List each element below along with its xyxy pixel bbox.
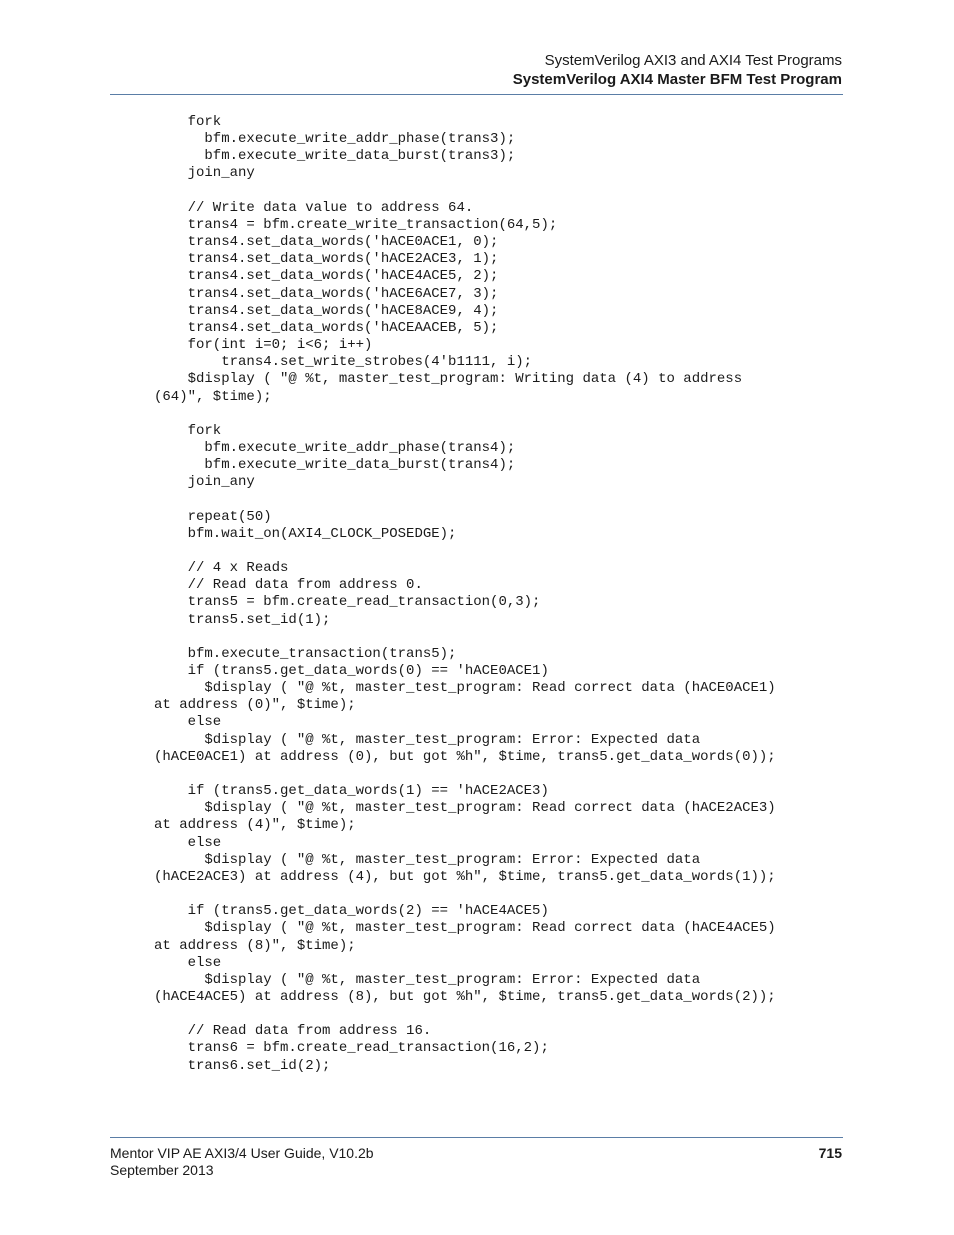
chapter-title: SystemVerilog AXI3 and AXI4 Test Programs (544, 52, 842, 69)
footer-divider (110, 1137, 843, 1138)
guide-title: Mentor VIP AE AXI3/4 User Guide, V10.2b (110, 1145, 374, 1161)
code-listing: fork bfm.execute_write_addr_phase(trans3); bfm.execute_write_data_burst(trans3); join_any // Write data value to address 64. trans4 = bfm.create_write_transaction(64,5); trans4.set_data_words('hACE0ACE1, 0); trans4.set_data_words('hACE2ACE3, 1); trans4.set_data_words('hACE4ACE5, 2); trans4.set_data_words('hACE6ACE7, 3); trans4.set_data_words('hACE8ACE9, 4); trans4.set_data_words('hACEAACEB, 5); for(int i=0; i<6; i++) trans4.set_write_strobes(4'b1111, i); $display ( "@ %t, master_test_program: Writing data (4) to address (64)", $time); fork bfm.execute_write_addr_phase(trans4); bfm.execute_write_data_burst(trans4); join_any repeat(50) bfm.wait_on(AXI4_CLOCK_POSEDGE); // 4 x Reads // Read data from address 0. trans5 = bfm.create_read_transaction(0,3); trans5.set_id(1); bfm.execute_transaction(trans5); if (trans5.get_data_words(0) == 'hACE0ACE1) $display ( "@ %t, master_test_program: Read correct data (hACE0ACE1) at address (0)", $time); else $display ( "@ %t, master_test_program: Error: Expected data (hACE0ACE1) at address (0), but got %h", $time, trans5.get_data_words(0)); if (trans5.get_data_words(1) == 'hACE2ACE3) $display ( "@ %t, master_test_program: Read correct data (hACE2ACE3) at address (4)", $time); else $display ( "@ %t, master_test_program: Error: Expected data (hACE2ACE3) at address (4), but got %h", $time, trans5.get_data_words(1)); if (trans5.get_data_words(2) == 'hACE4ACE5) $display ( "@ %t, master_test_program: Read correct data (hACE4ACE5) at address (8)", $time); else $display ( "@ %t, master_test_program: Error: Expected data (hACE4ACE5) at address (8), but got %h", $time, trans5.get_data_words(2)); // Read data from address 16. trans6 = bfm.create_read_transaction(16,2); trans6.set_id(2); (154, 114, 776, 1074)
footer-info (110, 1145, 374, 1179)
header-divider (110, 94, 843, 95)
running-header (513, 52, 842, 89)
section-title: SystemVerilog AXI4 Master BFM Test Program (512, 71, 842, 88)
publication-date: September 2013 (110, 1162, 214, 1178)
page-number: 715 (818, 1145, 842, 1161)
